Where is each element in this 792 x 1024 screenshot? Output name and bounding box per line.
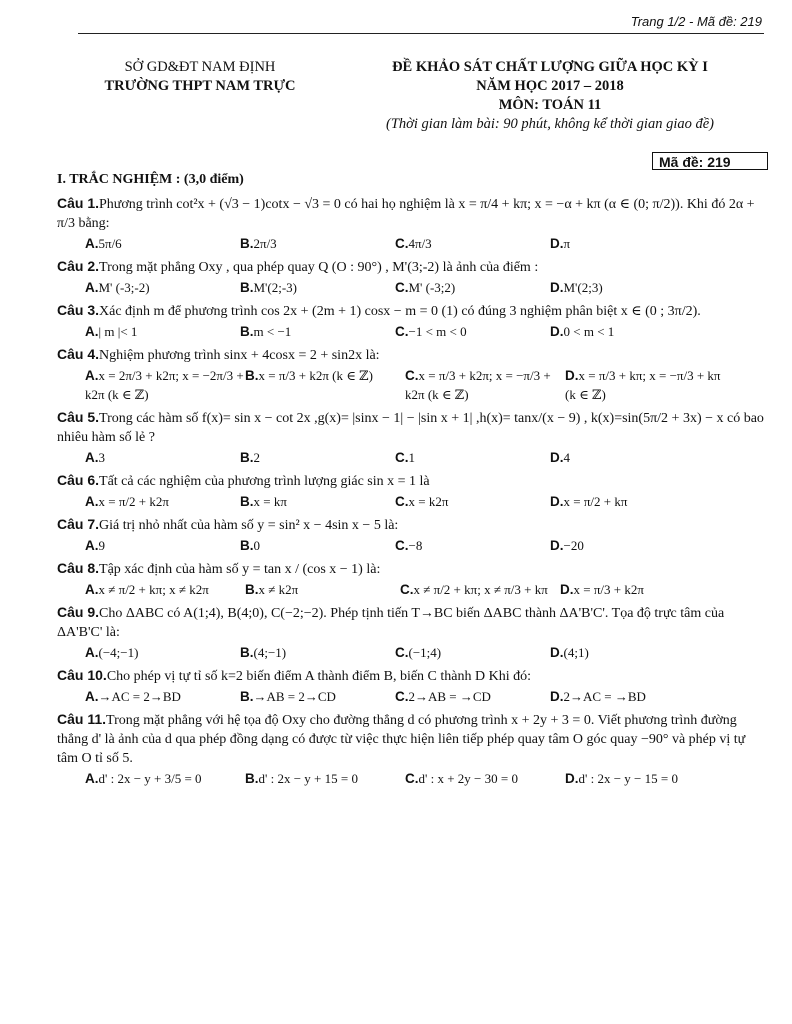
option-d xyxy=(560,580,715,599)
question-number: Câu 11. xyxy=(57,711,107,727)
option-value: x = kπ xyxy=(253,494,287,509)
option-value: (−1;4) xyxy=(408,645,442,660)
option-d xyxy=(550,643,705,662)
option-value: x ≠ k2π xyxy=(258,582,299,597)
option-a xyxy=(85,643,240,662)
question-text: Cho phép vị tự tỉ số k=2 biến điểm A thành điểm B, biến C thành D Khi đó: xyxy=(106,669,531,684)
question-2 xyxy=(57,257,769,297)
option-label: B. xyxy=(240,645,254,660)
option-value: M' (-3;-2) xyxy=(98,280,150,295)
option-value: x = π/3 + k2π xyxy=(573,582,644,597)
option-value: −20 xyxy=(563,538,584,553)
option-label: C. xyxy=(395,645,409,660)
option-label: D. xyxy=(550,324,564,339)
option-value: x = k2π xyxy=(408,494,449,509)
option-label: C. xyxy=(400,582,414,597)
option-value: x = π/2 + k2π xyxy=(98,494,169,509)
question-number: Câu 10. xyxy=(57,667,107,683)
option-label: C. xyxy=(395,280,409,295)
question-text: Trong các hàm số f(x)= sin x − cot 2x ,g(x)= |sinx − 1| − |sin x + 1| ,h(x)= tanx/(x − 9) , k(x)=sin(5π/2 + 3x) − x có bao nhiêu hàm số lẻ ? xyxy=(57,411,764,445)
option-value: 2→AC = →BD xyxy=(563,689,646,704)
option-value: 3 xyxy=(98,450,105,465)
option-label: C. xyxy=(395,494,409,509)
question-number: Câu 2. xyxy=(57,258,100,274)
option-value: −1 < m < 0 xyxy=(408,324,467,339)
question-number: Câu 1. xyxy=(57,195,100,211)
option-label: B. xyxy=(240,324,254,339)
option-d xyxy=(565,769,725,788)
option-label: B. xyxy=(245,368,259,383)
option-a xyxy=(85,580,245,599)
option-value: 2 xyxy=(253,450,260,465)
option-c xyxy=(395,234,550,253)
option-value: (4;1) xyxy=(563,645,589,660)
question-3 xyxy=(57,301,769,341)
department-name: SỞ GD&ĐT NAM ĐỊNH xyxy=(124,59,276,75)
question-number: Câu 5. xyxy=(57,409,100,425)
option-label: B. xyxy=(245,771,259,786)
option-c xyxy=(395,322,550,341)
option-value: d' : x + 2y − 30 = 0 xyxy=(418,771,518,786)
option-label: A. xyxy=(85,236,99,251)
option-value: 0 < m < 1 xyxy=(563,324,615,339)
option-c xyxy=(395,536,550,555)
question-text: Nghiệm phương trình sinx + 4cosx = 2 + sin2x là: xyxy=(99,348,380,363)
option-label: C. xyxy=(395,689,409,704)
option-c xyxy=(395,278,550,297)
option-a xyxy=(85,536,240,555)
option-b xyxy=(245,366,405,404)
option-c xyxy=(405,769,565,788)
option-label: A. xyxy=(85,645,99,660)
option-a xyxy=(85,769,245,788)
answer-options xyxy=(57,687,769,706)
option-c xyxy=(395,492,550,511)
exam-subject: MÔN: TOÁN 11 xyxy=(498,97,602,113)
option-b xyxy=(240,492,395,511)
option-value: (4;−1) xyxy=(253,645,287,660)
option-label: B. xyxy=(245,582,259,597)
option-label: C. xyxy=(395,324,409,339)
option-label: A. xyxy=(85,450,99,465)
option-value: d' : 2x − y + 3/5 = 0 xyxy=(98,771,202,786)
option-value: −8 xyxy=(408,538,423,553)
answer-options xyxy=(57,643,769,662)
option-label: B. xyxy=(240,236,254,251)
question-number: Câu 9. xyxy=(57,604,100,620)
option-label: A. xyxy=(85,538,99,553)
option-b xyxy=(240,322,395,341)
option-value: x ≠ π/2 + kπ; x ≠ k2π xyxy=(98,582,209,597)
exam-time: (Thời gian làm bài: 90 phút, không kể thời gian giao đề) xyxy=(386,116,714,132)
option-c xyxy=(395,687,550,706)
question-1 xyxy=(57,194,769,253)
question-list xyxy=(57,172,769,788)
option-d xyxy=(550,687,705,706)
option-c xyxy=(395,643,550,662)
option-value: x = 2π/3 + k2π; x = −2π/3 + k2π (k ∈ ℤ) xyxy=(85,368,244,402)
option-d xyxy=(550,448,705,467)
question-text: Tập xác định của hàm số y = tan x / (cos x − 1) là: xyxy=(99,562,381,577)
question-9 xyxy=(57,603,769,662)
option-value: 4 xyxy=(563,450,570,465)
question-number: Câu 4. xyxy=(57,346,100,362)
option-value: 2π/3 xyxy=(253,236,277,251)
option-label: C. xyxy=(405,368,419,383)
option-label: A. xyxy=(85,494,99,509)
header-rule xyxy=(78,33,764,34)
section-title: I. TRẮC NGHIỆM : (3,0 điểm) xyxy=(57,172,244,187)
option-a xyxy=(85,687,240,706)
school-name: TRƯỜNG THPT NAM TRỰC xyxy=(104,78,296,94)
option-b xyxy=(240,448,395,467)
question-7 xyxy=(57,515,769,555)
option-label: A. xyxy=(85,368,99,383)
option-label: A. xyxy=(85,771,99,786)
option-value: 0 xyxy=(253,538,260,553)
option-label: D. xyxy=(565,368,579,383)
option-value: d' : 2x − y + 15 = 0 xyxy=(258,771,358,786)
option-label: A. xyxy=(85,582,99,597)
option-label: D. xyxy=(550,645,564,660)
question-number: Câu 6. xyxy=(57,472,100,488)
option-label: D. xyxy=(550,280,564,295)
exam-title: ĐỀ KHẢO SÁT CHẤT LƯỢNG GIỮA HỌC KỲ I xyxy=(392,59,708,75)
option-b xyxy=(240,643,395,662)
option-label: C. xyxy=(395,538,409,553)
option-label: B. xyxy=(240,538,254,553)
option-a xyxy=(85,322,240,341)
option-label: B. xyxy=(240,450,254,465)
exam-year: NĂM HỌC 2017 – 2018 xyxy=(476,78,624,94)
option-label: C. xyxy=(405,771,419,786)
question-number: Câu 3. xyxy=(57,302,100,318)
option-b xyxy=(240,278,395,297)
option-label: D. xyxy=(550,494,564,509)
option-label: A. xyxy=(85,324,99,339)
option-value: →AC = 2→BD xyxy=(98,689,181,704)
option-label: D. xyxy=(550,450,564,465)
option-value: | m |< 1 xyxy=(98,324,138,339)
option-value: π xyxy=(563,236,571,251)
answer-options xyxy=(57,448,769,467)
question-text: Trong mặt phẳng Oxy , qua phép quay Q (O : 90°) , M'(3;-2) là ảnh của điểm : xyxy=(99,260,539,275)
option-value: 5π/6 xyxy=(98,236,122,251)
option-d xyxy=(550,536,705,555)
answer-options xyxy=(57,769,769,788)
question-text: Giá trị nhỏ nhất của hàm số y = sin² x − 4sin x − 5 là: xyxy=(99,518,399,533)
option-value: x = π/3 + k2π (k ∈ ℤ) xyxy=(258,368,373,383)
option-value: d' : 2x − y − 15 = 0 xyxy=(578,771,678,786)
option-label: C. xyxy=(395,236,409,251)
option-d xyxy=(550,492,705,511)
question-10 xyxy=(57,666,769,706)
option-b xyxy=(240,234,395,253)
option-c xyxy=(400,580,560,599)
option-label: B. xyxy=(240,494,254,509)
question-text: Cho ΔABC có A(1;4), B(4;0), C(−2;−2). Phép tịnh tiến T→BC biến ΔABC thành ΔA'B'C'. Tọa độ trực tâm của ΔA'B'C' là: xyxy=(57,606,725,640)
option-b xyxy=(240,687,395,706)
option-b xyxy=(245,769,405,788)
option-a xyxy=(85,492,240,511)
question-number: Câu 8. xyxy=(57,560,100,576)
answer-options xyxy=(57,536,769,555)
option-value: x = π/3 + k2π; x = −π/3 + k2π (k ∈ ℤ) xyxy=(405,368,551,402)
option-d xyxy=(550,234,705,253)
page-header: Trang 1/2 - Mã đề: 219 xyxy=(630,14,762,29)
option-label: D. xyxy=(560,582,574,597)
option-label: D. xyxy=(565,771,579,786)
option-label: A. xyxy=(85,280,99,295)
option-label: A. xyxy=(85,689,99,704)
option-label: D. xyxy=(550,538,564,553)
option-value: 9 xyxy=(98,538,105,553)
option-value: (−4;−1) xyxy=(98,645,139,660)
question-text: Trong mặt phẳng với hệ tọa độ Oxy cho đường thẳng d có phương trình x + 2y + 3 = 0. Viết phương trình đường thẳng d' là ảnh của d qua phép đồng dạng có được từ việc thực hiện liên tiếp phép quay tâm O góc quay −90° và phép vị tự tâm O tỉ số 5. xyxy=(57,713,746,766)
option-value: M'(2;3) xyxy=(563,280,603,295)
answer-options xyxy=(57,580,769,599)
option-value: 1 xyxy=(408,450,415,465)
option-a xyxy=(85,366,245,404)
option-d xyxy=(550,322,705,341)
option-label: C. xyxy=(395,450,409,465)
question-4 xyxy=(57,345,769,404)
question-text: Xác định m để phương trình cos 2x + (2m + 1) cosx − m = 0 (1) có đúng 3 nghiệm phân biệt x ∈ (0 ; 3π/2). xyxy=(99,304,701,319)
answer-options xyxy=(57,234,769,253)
exam-title-block xyxy=(340,58,760,134)
option-value: 4π/3 xyxy=(408,236,432,251)
option-value: x = π/3 + kπ; x = −π/3 + kπ (k ∈ ℤ) xyxy=(565,368,721,402)
question-8 xyxy=(57,559,769,599)
option-value: M' (-3;2) xyxy=(408,280,456,295)
option-d xyxy=(565,366,725,404)
question-text: Tất cả các nghiệm của phương trình lượng giác sin x = 1 là xyxy=(99,474,430,489)
option-value: →AB = 2→CD xyxy=(253,689,336,704)
answer-options xyxy=(57,322,769,341)
option-c xyxy=(395,448,550,467)
answer-options xyxy=(57,278,769,297)
option-b xyxy=(240,536,395,555)
question-5 xyxy=(57,408,769,467)
option-value: m < −1 xyxy=(253,324,292,339)
option-a xyxy=(85,234,240,253)
question-number: Câu 7. xyxy=(57,516,100,532)
option-value: x ≠ π/2 + kπ; x ≠ π/3 + kπ xyxy=(413,582,548,597)
option-label: D. xyxy=(550,689,564,704)
option-a xyxy=(85,278,240,297)
exam-code-box: Mã đề: 219 xyxy=(652,152,768,170)
school-block xyxy=(60,58,340,96)
option-value: 2→AB = →CD xyxy=(408,689,491,704)
option-c xyxy=(405,366,565,404)
question-6 xyxy=(57,471,769,511)
option-label: B. xyxy=(240,280,254,295)
answer-options xyxy=(57,366,769,404)
option-value: x = π/2 + kπ xyxy=(563,494,628,509)
option-label: B. xyxy=(240,689,254,704)
option-b xyxy=(245,580,400,599)
option-a xyxy=(85,448,240,467)
option-d xyxy=(550,278,705,297)
answer-options xyxy=(57,492,769,511)
question-11 xyxy=(57,710,769,788)
option-value: M'(2;-3) xyxy=(253,280,298,295)
question-text: Phương trình cot²x + (√3 − 1)cotx − √3 = 0 có hai họ nghiệm là x = π/4 + kπ; x = −α + kπ (α ∈ (0; π/2)). Khi đó 2α + π/3 bằng: xyxy=(57,197,755,231)
option-label: D. xyxy=(550,236,564,251)
